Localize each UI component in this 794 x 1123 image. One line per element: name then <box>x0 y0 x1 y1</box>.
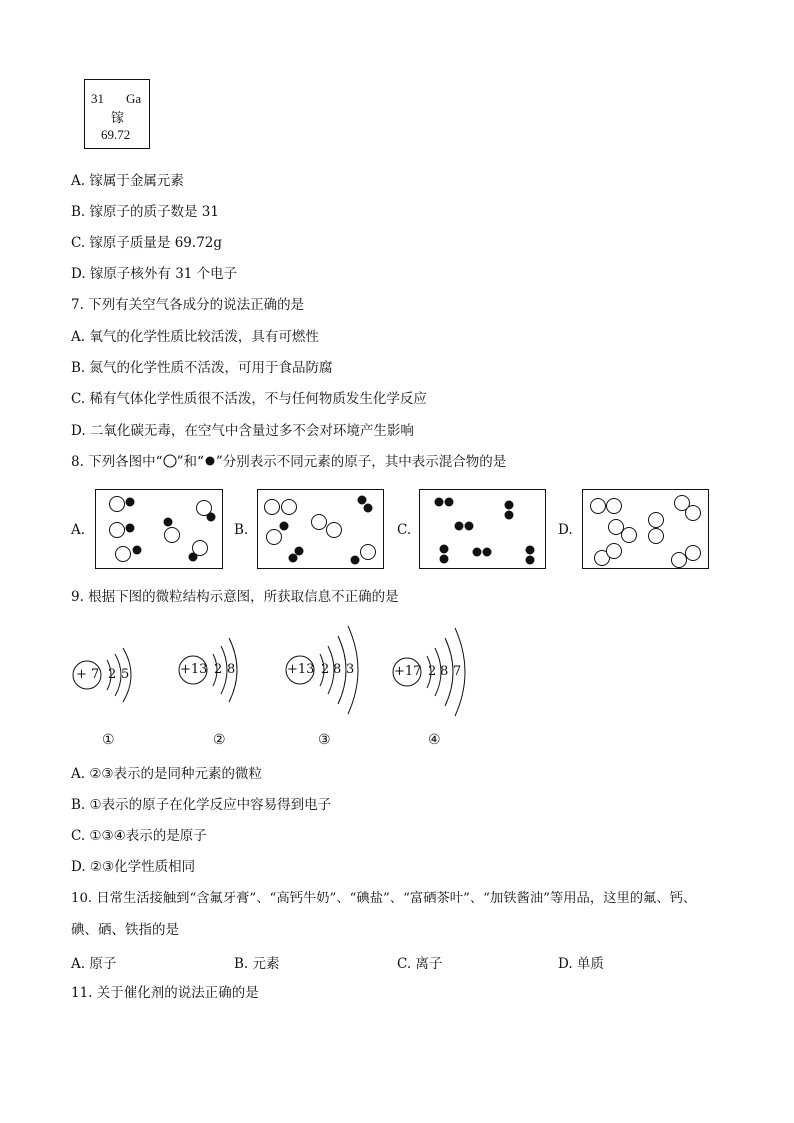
shell-1-2: 5 <box>121 667 130 682</box>
nucleus-charge-1: + 7 <box>76 667 100 682</box>
shell-1-1: 2 <box>108 667 117 682</box>
q8-box-c <box>419 489 546 569</box>
molecule-diagram-c <box>420 490 547 570</box>
atom-structure-3 <box>284 620 374 724</box>
molecule-diagram-b <box>258 490 385 570</box>
q10-option-b: B. 元素 <box>234 956 280 972</box>
atom-label-2: ② <box>213 732 226 748</box>
q8-label-c: C. <box>397 522 412 538</box>
q9-option-a: A. ②③表示的是同种元素的微粒 <box>71 766 263 782</box>
q10-option-c: C. 离子 <box>397 956 443 972</box>
molecule-diagram-d <box>583 490 710 570</box>
nucleus-charge-4: +17 <box>394 664 422 679</box>
q10-stem-line2: 碘、硒、铁指的是 <box>71 922 179 938</box>
q9-option-b: B. ①表示的原子在化学反应中容易得到电子 <box>71 797 332 813</box>
shell-4-1: 2 <box>428 664 437 679</box>
q10-option-a: A. 原子 <box>71 956 117 972</box>
q8-label-d: D. <box>558 522 573 538</box>
nucleus-charge-2: +13 <box>180 662 208 677</box>
q7-option-d: D. 二氧化碳无毒，在空气中含量过多不会对环境产生影响 <box>71 423 414 439</box>
q8-box-d <box>582 489 709 569</box>
q9-option-c: C. ①③④表示的是原子 <box>71 828 207 844</box>
q8-stem-part3: ”分别表示不同元素的原子，其中表示混合物的是 <box>215 454 507 470</box>
shell-3-3: 3 <box>346 662 355 677</box>
white-atom-icon <box>163 454 177 468</box>
atom-structure-1 <box>71 630 151 730</box>
q8-stem-part1: 8. 下列各图中“ <box>71 454 163 470</box>
q10-stem-line1: 10. 日常生活接触到“含氟牙膏”、“高钙牛奶”、“碘盐”、“富硒茶叶”、“加铁酱油”等用品，这里的氟、钙、 <box>71 891 697 906</box>
q7-option-b: B. 氮气的化学性质不活泼，可用于食品防腐 <box>71 360 333 376</box>
q6-option-c: C. 镓原子质量是 69.72g <box>71 235 223 251</box>
q8-box-a <box>95 489 223 569</box>
q8-stem-part2: ”和“ <box>176 454 204 470</box>
q6-option-a: A. 镓属于金属元素 <box>71 173 184 189</box>
shell-2-2: 8 <box>227 662 236 677</box>
q8-stem <box>71 453 506 471</box>
atomic-mass: 69.72 <box>101 127 131 142</box>
q7-option-c: C. 稀有气体化学性质很不活泼，不与任何物质发生化学反应 <box>71 391 427 407</box>
element-symbol: Ga <box>126 91 142 106</box>
atom-label-4: ④ <box>428 732 441 748</box>
shell-4-2: 8 <box>440 664 449 679</box>
q11-stem: 11. 关于催化剂的说法正确的是 <box>71 985 259 1001</box>
q7-stem: 7. 下列有关空气各成分的说法正确的是 <box>71 297 305 313</box>
atom-structure-2 <box>177 622 257 722</box>
q9-stem: 9. 根据下图的微粒结构示意图，所获取信息不正确的是 <box>71 589 399 605</box>
nucleus-charge-3: +13 <box>287 662 315 677</box>
atom-label-1: ① <box>102 732 115 748</box>
q10-option-d: D. 单质 <box>558 956 604 972</box>
shell-2-1: 2 <box>214 662 223 677</box>
atom-structure-4 <box>391 620 481 724</box>
q9-option-d: D. ②③化学性质相同 <box>71 859 196 875</box>
molecule-diagram-a <box>96 490 224 570</box>
shell-3-1: 2 <box>321 662 330 677</box>
element-name: 镓 <box>111 110 125 125</box>
atom-label-3: ③ <box>318 732 331 748</box>
q6-option-d: D. 镓原子核外有 31 个电子 <box>71 266 238 282</box>
q7-option-a: A. 氧气的化学性质比较活泼，具有可燃性 <box>71 329 319 345</box>
q8-box-b <box>257 489 384 569</box>
element-card <box>84 79 150 149</box>
q6-option-b: B. 镓原子的质子数是 31 <box>71 204 219 220</box>
shell-4-3: 7 <box>453 664 462 679</box>
atomic-number: 31 <box>91 91 104 106</box>
shell-3-2: 8 <box>333 662 342 677</box>
black-atom-icon <box>204 455 216 467</box>
q8-label-b: B. <box>234 522 249 538</box>
q8-label-a: A. <box>71 522 86 538</box>
